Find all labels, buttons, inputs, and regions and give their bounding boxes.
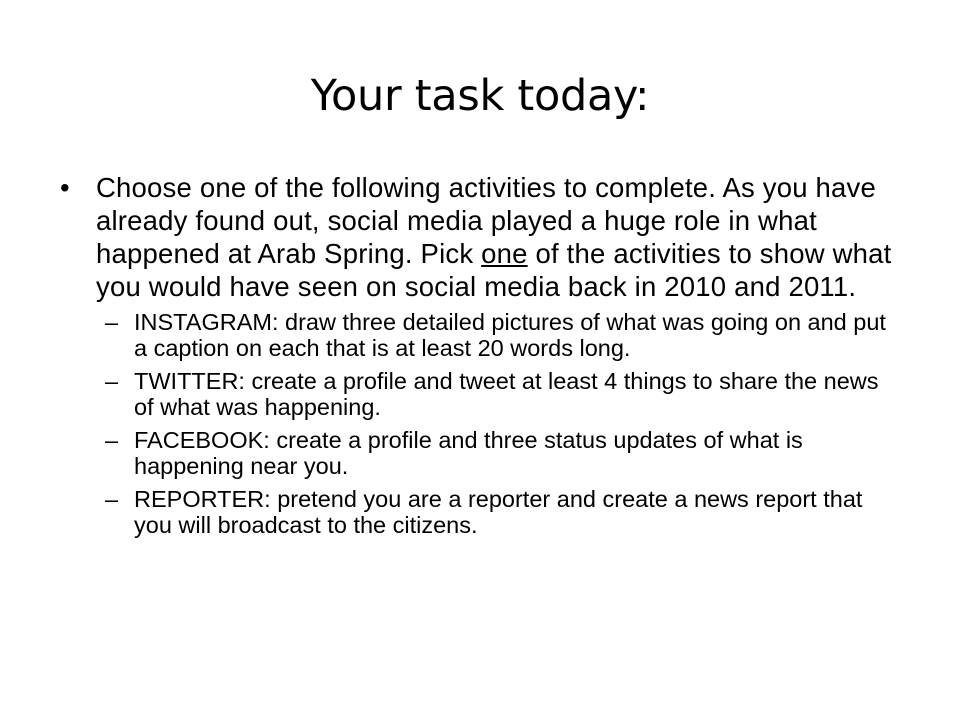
- bullet-text-before: Choose one of the following activities to complete. As you have already found out, social media played a huge role in what happened at Arab Spring. Pick: [96, 172, 876, 269]
- activity-text: FACEBOOK: create a profile and three status updates of what is happening near you.: [134, 427, 803, 479]
- activity-facebook: [60, 427, 900, 479]
- dash-mark: –: [105, 368, 119, 394]
- activity-text: INSTAGRAM: draw three detailed pictures of what was going on and put a caption on each that is at least 20 words long.: [134, 309, 886, 361]
- activity-twitter: [60, 368, 900, 420]
- activity-text: REPORTER: pretend you are a reporter and create a news report that you will broadcast to the citizens.: [134, 486, 863, 538]
- dash-mark: –: [105, 309, 119, 335]
- dash-mark: –: [105, 486, 119, 512]
- bullet-text-after: of the activities to show what you would have seen on social media back in 2010 and 2011.: [96, 238, 892, 302]
- bullet-mark: •: [60, 172, 70, 203]
- slide-body: [60, 171, 900, 545]
- activity-list: [60, 309, 900, 538]
- activity-instagram: [60, 309, 900, 361]
- dash-mark: –: [105, 427, 119, 453]
- activity-text: TWITTER: create a profile and tweet at least 4 things to share the news of what was happening.: [134, 368, 879, 420]
- activity-reporter: [60, 486, 900, 538]
- slide-title: Your task today:: [310, 71, 650, 121]
- bullet-underlined-word: one: [481, 238, 528, 269]
- main-bullet: [60, 171, 900, 303]
